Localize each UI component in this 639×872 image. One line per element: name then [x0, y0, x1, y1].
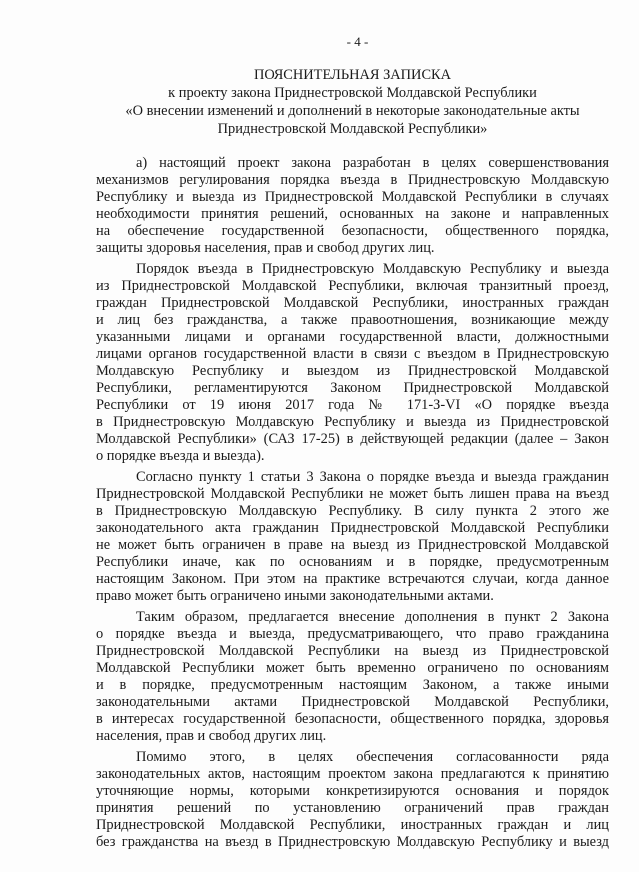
- paragraph-line: Молдавскую Республику и выездом из Приднестровской Молдавской: [96, 363, 609, 379]
- heading-title: ПОЯСНИТЕЛЬНАЯ ЗАПИСКА: [253, 67, 452, 83]
- paragraph-line: механизмов регулирования порядка въезда в Приднестровскую Молдавскую: [96, 172, 609, 188]
- paragraph-2: [96, 261, 609, 465]
- paragraph-line: и в порядке, предусмотренным настоящим Законом, а также иными: [96, 677, 609, 693]
- paragraph-line: из Приднестровской Молдавской Республики, включая транзитный проезд,: [96, 278, 609, 294]
- paragraph-3: [96, 469, 609, 605]
- paragraph-line: Республики иначе, как по основаниям и в порядке, предусмотренным: [96, 554, 609, 570]
- paragraph-line: Приднестровской Молдавской Республики на выезд из Приднестровской: [96, 643, 609, 659]
- paragraph-line: и лиц без гражданства, а также правоотношения, возникающие между: [96, 312, 609, 328]
- paragraph-line: Молдавской Республики может быть временно ограничено по основаниям: [96, 660, 609, 676]
- document-heading: [96, 66, 609, 138]
- paragraph-line: в интересах государственной безопасности, общественного порядка, здоровья: [96, 711, 609, 727]
- paragraph-line: необходимости принятия решений, основанных на законе и направленных: [96, 206, 609, 222]
- paragraph-line: защиты здоровья населения, прав и свобод других лиц.: [96, 240, 435, 256]
- paragraph-line: Порядок въезда в Приднестровскую Молдавскую Республику и выезда: [136, 261, 609, 277]
- paragraph-line: принятия решений по установлению ограничений прав граждан: [96, 800, 609, 816]
- paragraph-line: на обеспечение государственной безопасности, общественного порядка,: [96, 223, 609, 239]
- heading-spacer: [96, 138, 609, 155]
- paragraph-line: Республики, регламентируются Законом Приднестровской Молдавской: [96, 380, 609, 396]
- heading-line-2: «О внесении изменений и дополнений в некоторые законодательные акты: [125, 103, 580, 119]
- heading-line-3: Приднестровской Молдавской Республики»: [217, 121, 488, 137]
- paragraph-line: Республику и выезда из Приднестровской Молдавской Республики в случаях: [96, 189, 609, 205]
- paragraph-line: лицами органов государственной власти в связи с въездом в Приднестровскую: [96, 346, 609, 362]
- paragraph-line: Приднестровской Молдавской Республики не может быть лишен права на въезд: [96, 486, 609, 502]
- paragraph-line: настоящим Законом. При этом на практике встречаются случаи, когда данное: [96, 571, 609, 587]
- paragraph-line: законодательных актов, настоящим проектом закона предлагаются к принятию: [96, 766, 609, 782]
- paragraph-line: граждан Приднестровской Молдавской Республики, иностранных граждан: [96, 295, 609, 311]
- paragraph-line: в Приднестровскую Молдавскую Республику. В силу пункта 2 этого же: [96, 503, 609, 519]
- document-body: [96, 155, 609, 851]
- heading-line-1: к проекту закона Приднестровской Молдавской Республики: [168, 85, 537, 101]
- paragraph-line: о порядке въезда и выезда).: [96, 448, 265, 464]
- paragraph-line: Согласно пункту 1 статьи 3 Закона о порядке въезда и выезда гражданин: [136, 469, 609, 485]
- paragraph-line: о порядке въезда и выезда, предусматривающего, что право гражданина: [96, 626, 609, 642]
- paragraph-line: населения, прав и свобод других лиц.: [96, 728, 327, 744]
- paragraph-line: а) настоящий проект закона разработан в целях совершенствования: [136, 155, 609, 171]
- paragraph-line: Республики от 19 июня 2017 года № 171-З-VI «О порядке въезда: [96, 397, 609, 413]
- paragraph-line: право может быть ограничено иными законодательными актами.: [96, 588, 494, 604]
- paragraph-line: законодательного акта гражданин Приднестровской Молдавской Республики: [96, 520, 609, 536]
- paragraph-line: Таким образом, предлагается внесение дополнения в пункт 2 Закона: [136, 609, 609, 625]
- paragraph-line: законодательными актами Приднестровской Молдавской Республики,: [96, 694, 609, 710]
- page-number: - 4 -: [346, 34, 369, 49]
- paragraph-5: [96, 749, 609, 851]
- paragraph-line: в Приднестровскую Молдавскую Республику и выезда из Приднестровской: [96, 414, 609, 430]
- paragraph-line: не может быть ограничен в праве на выезд из Приднестровской Молдавской: [96, 537, 609, 553]
- paragraph-line: уточняющие нормы, которыми конкретизируются основания и порядок: [96, 783, 609, 799]
- paragraph-line: указанными лицами и органами государственной власти, должностными: [96, 329, 609, 345]
- paragraph-4: [96, 609, 609, 745]
- paragraph-1: [96, 155, 609, 257]
- paragraph-line: без гражданства на въезд в Приднестровскую Молдавскую Республику и выезд: [96, 834, 609, 850]
- paragraph-line: Помимо этого, в целях обеспечения согласованности ряда: [136, 749, 609, 765]
- paragraph-line: Приднестровской Молдавской Республики, иностранных граждан и лиц: [96, 817, 609, 833]
- paragraph-line: Молдавской Республики» (САЗ 17-25) в действующей редакции (далее – Закон: [96, 431, 609, 447]
